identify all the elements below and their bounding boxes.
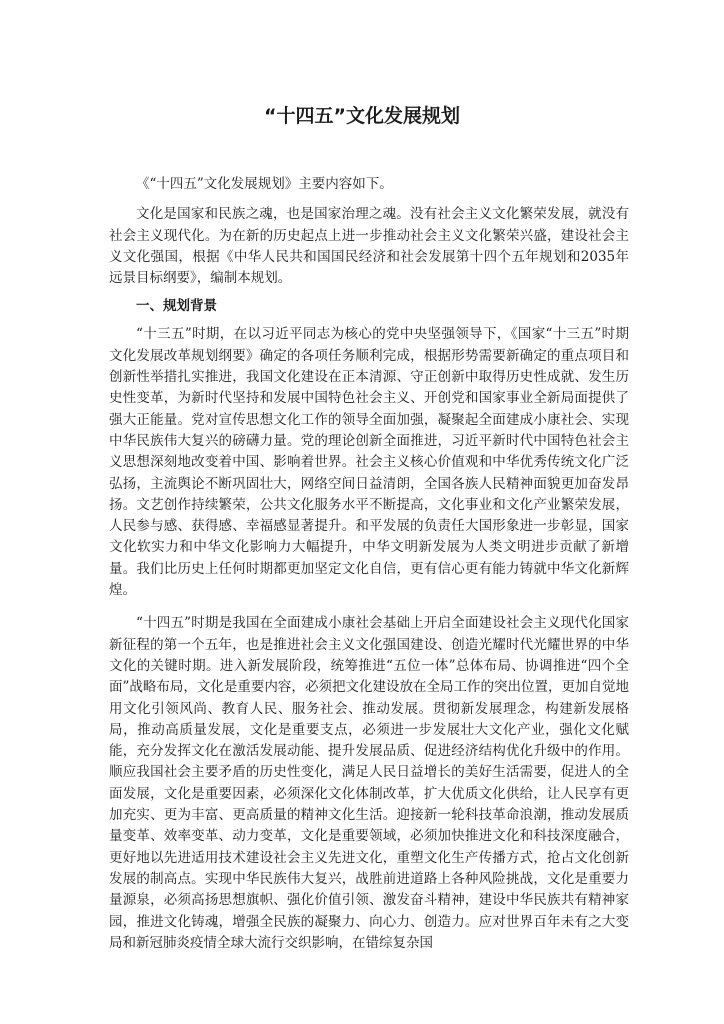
body-paragraph-3: “十四五”时期是我国在全面建成小康社会基础上开启全面建设社会主义现代化国家新征程的第一个五年，也是推进社会主义文化强国建设、创造光耀时代光耀世界的中华文化的关键时期。进入新发展阶段，统筹推进“五位一体”总体布局、协调推进“四个全面”战略布局，文化是重要内容，必须把文化建设放在全局工作的突出位置，更加自觉地用文化引领风尚、教育人民、服务社会、推动发展。贯彻新发展理念，构建新发展格局，推动高质量发展，文化是重要支点，必须进一步发展壮大文化产业，强化文化赋能，充分发挥文化在激活发展动能、提升发展品质、促进经济结构优化升级中的作用。顺应我国社会主要矛盾的历史性变化，满足人民日益增长的美好生活需要，促进人的全面发展，文化是重要因素，必须深化文化体制改革，扩大优质文化供给，让人民享有更加充实、更为丰富、更高质量的精神文化生活。迎接新一轮科技革命浪潮，推动发展质量变革、效率变革、动力变革，文化是重要领域，必须加快推进文化和科技深度融合，更好地以先进适用技术建设社会主义先进文化，重塑文化生产传播方式，抢占文化创新发展的制高点。实现中华民族伟大复兴，战胜前进道路上各种风险挑战，文化是重要力量源泉，必须高扬思想旗帜、强化价值引领、激发奋斗精神，建设中华民族共有精神家园，推进文化铸魂，增强全民族的凝聚力、向心力、创造力。应对世界百年未有之大变局和新冠肺炎疫情全球大流行交织影响，在错综复杂国 bbox=[109, 615, 629, 951]
intro-paragraph: 《“十四五”文化发展规划》主要内容如下。 bbox=[136, 176, 393, 192]
body-paragraph-1: 文化是国家和民族之魂，也是国家治理之魂。没有社会主义文化繁荣发展，就没有社会主义现代化。为在新的历史起点上进一步推动社会主义文化繁荣兴盛，建设社会主义文化强国，根据《中华人民共和国国民经济和社会发展第十四个五年规划和2035年远景目标纲要》，编制本规划。 bbox=[109, 206, 629, 287]
document-title: “十四五”文化发展规划 bbox=[264, 105, 460, 127]
document-body bbox=[109, 174, 629, 954]
body-paragraph-2: “十三五”时期，在以习近平同志为核心的党中央坚强领导下，《国家“十三五”时期文化发展改革规划纲要》确定的各项任务顺利完成，根据形势需要新确定的重点项目和创新性举措扎实推进，我国文化建设在正本清源、守正创新中取得历史性成就、发生历史性变革，为新时代坚持和发展中国特色社会主义、开创党和国家事业全新局面提供了强大正能量。党对宣传思想文化工作的领导全面加强，凝聚起全面建成小康社会、实现中华民族伟大复兴的磅礴力量。党的理论创新全面推进，习近平新时代中国特色社会主义思想深刻地改变着中国、影响着世界。社会主义核心价值观和中华优秀传统文化广泛弘扬，主流舆论不断巩固壮大，网络空间日益清朗，全国各族人民精神面貌更加奋发昂扬。文艺创作持续繁荣，公共文化服务水平不断提高，文化事业和文化产业繁荣发展，人民参与感、获得感、幸福感显著提升。和平发展的负责任大国形象进一步彰显，国家文化软实力和中华文化影响力大幅提升，中华文明新发展为人类文明进步贡献了新增量。我们比历史上任何时期都更加坚定文化自信，更有信心更有能力铸就中华文化新辉煌。 bbox=[109, 326, 629, 599]
section-heading-background: 一、规划背景 bbox=[136, 298, 217, 315]
